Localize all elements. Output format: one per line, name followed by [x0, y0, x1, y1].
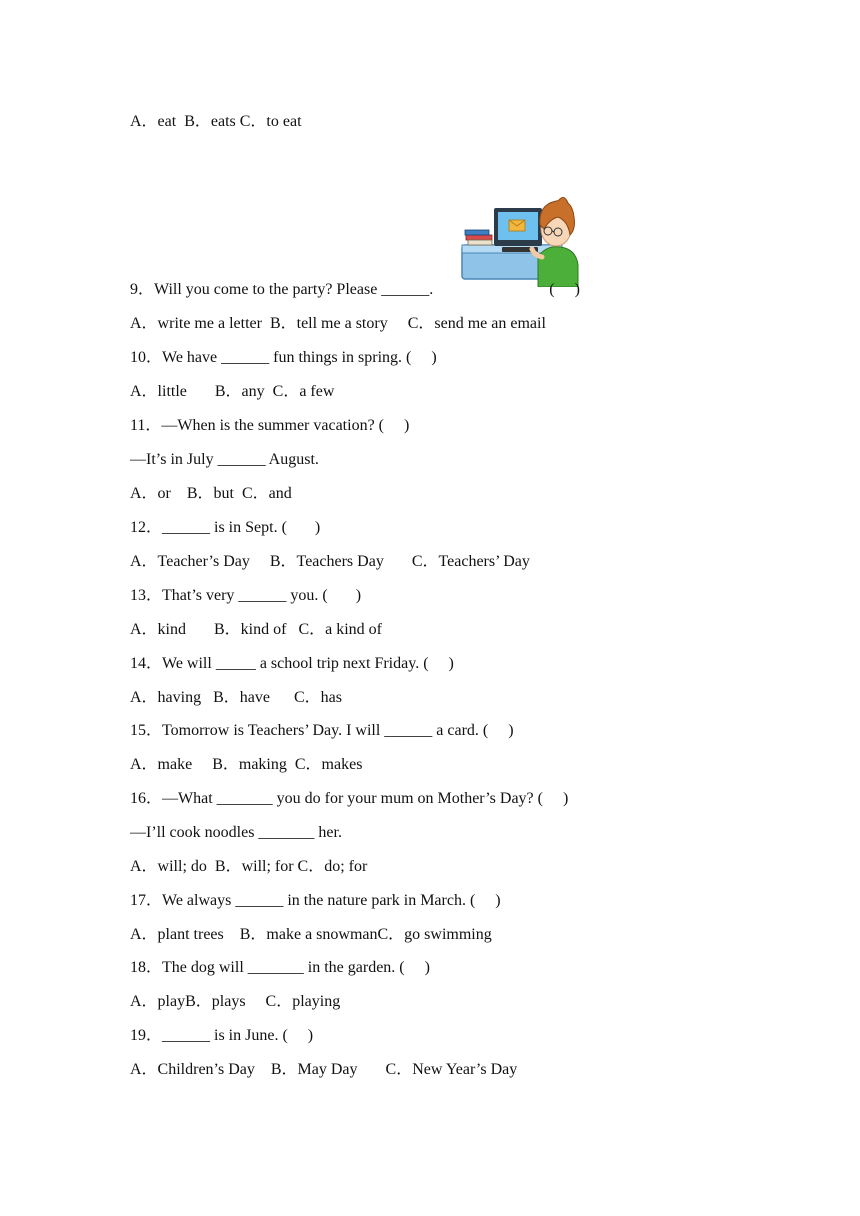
answer-options-14: A．having B．have C．has — [130, 689, 342, 706]
answer-options-9: A．write me a letter B．tell me a story C．send me an email — [130, 315, 546, 332]
question-11-reply: —It’s in July ______ August. — [130, 451, 319, 468]
answer-options-19: A．Children’s Day B．May Day C．New Year’s Day — [130, 1061, 518, 1078]
answer-options-17: A．plant trees B．make a snowmanC．go swimming — [130, 926, 492, 943]
answer-options-16: A．will; do B．will; for C．do; for — [130, 858, 368, 875]
question-19: 19．______ is in June. ( ) — [130, 1027, 314, 1044]
question-16-reply: —I’ll cook noodles _______ her. — [130, 824, 342, 841]
question-17: 17．We always ______ in the nature park in March. ( ) — [130, 892, 501, 909]
question-12: 12．______ is in Sept. ( ) — [130, 519, 321, 536]
question-16: 16．—What _______ you do for your mum on Mother’s Day? ( ) — [130, 790, 569, 807]
answer-options-12: A．Teacher’s Day B．Teachers Day C．Teachers’ Day — [130, 553, 530, 570]
boy-at-computer-icon — [460, 195, 584, 287]
answer-options-18: A．playB．plays C．playing — [130, 993, 341, 1010]
answer-options-13: A．kind B．kind of C．a kind of — [130, 621, 382, 638]
question-9: 9．Will you come to the party? Please ______. ( ) — [130, 281, 580, 298]
question-14: 14．We will _____ a school trip next Friday. ( ) — [130, 655, 454, 672]
question-10: 10．We have ______ fun things in spring. ( ) — [130, 349, 437, 366]
answer-options-8: A．eat B．eats C．to eat — [130, 113, 302, 130]
answer-options-11: A．or B．but C．and — [130, 485, 292, 502]
answer-options-15: A．make B．making C．makes — [130, 756, 363, 773]
question-15: 15．Tomorrow is Teachers’ Day. I will ______ a card. ( ) — [130, 722, 514, 739]
question-13: 13．That’s very ______ you. ( ) — [130, 587, 362, 604]
question-18: 18．The dog will _______ in the garden. ( ) — [130, 959, 430, 976]
answer-options-10: A．little B．any C．a few — [130, 383, 335, 400]
question-11: 11．—When is the summer vacation? ( ) — [130, 417, 410, 434]
